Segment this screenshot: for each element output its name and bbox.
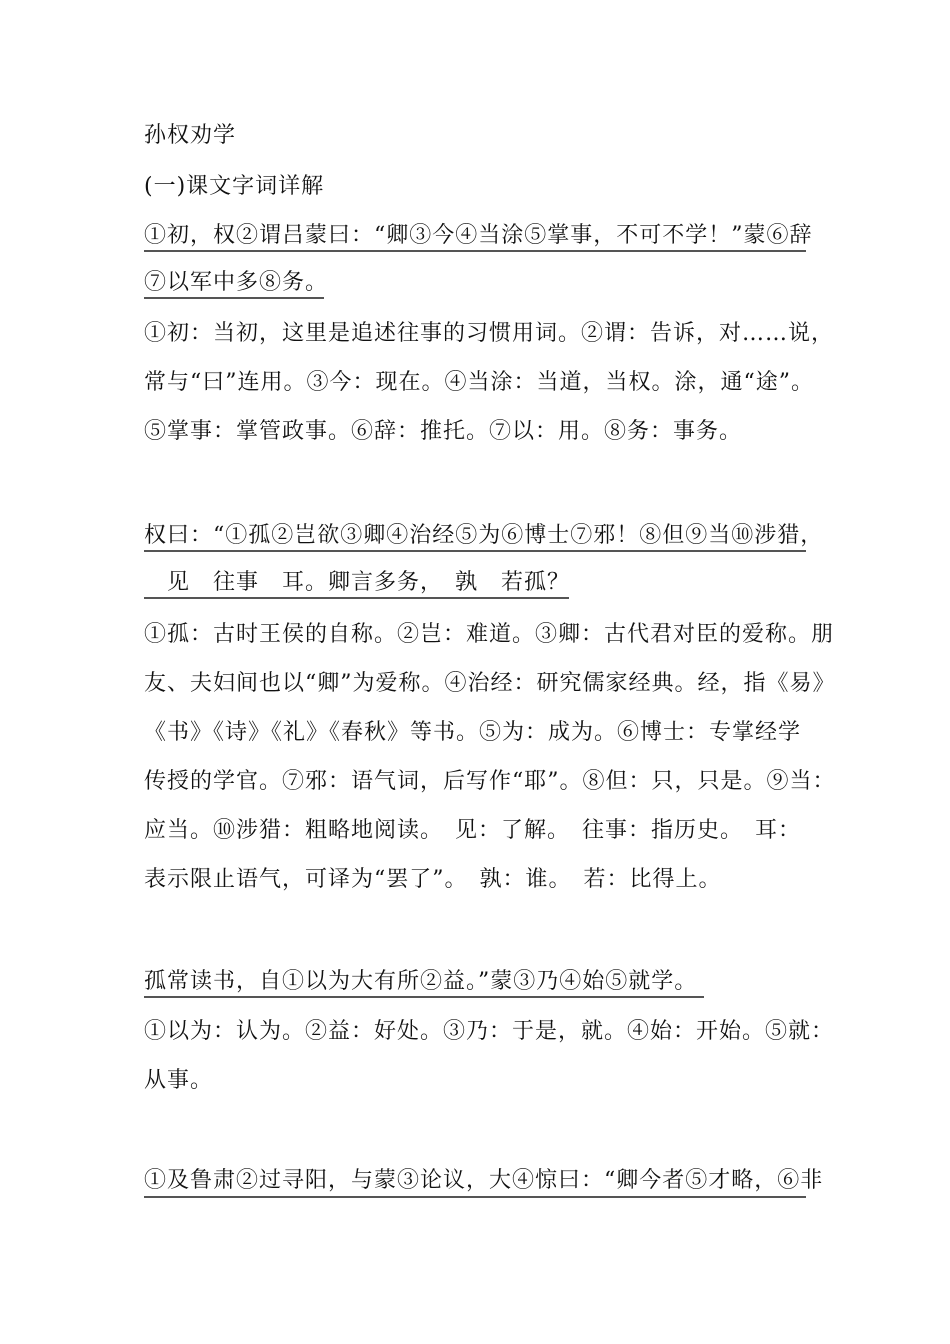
note-line: 表示限止语气，可译为“罢了”。 孰：谁。 若：比得上。 xyxy=(144,867,722,892)
note-line: 《书》《诗》《礼》《春秋》等书。⑤为：成为。⑥博士：专掌经学 xyxy=(144,720,802,745)
passage-underline xyxy=(144,597,569,599)
note-line: 应当。⑩涉猎：粗略地阅读。 见：了解。 往事：指历史。 耳： xyxy=(144,818,802,843)
passage-underline xyxy=(144,297,324,299)
note-line: 友、夫妇间也以“卿”为爱称。④治经：研究儒家经典。经，指《易》 xyxy=(144,671,836,696)
note-line: ①孤：古时王侯的自称。②岂：难道。③卿：古代君对臣的爱称。朋 xyxy=(144,622,835,647)
document-title: 孙权劝学 xyxy=(144,123,237,148)
passage-1-line-1: ①初，权②谓吕蒙曰：“卿③今④当涂⑤掌事，不可不学！”蒙⑥辞 xyxy=(144,223,813,248)
passage-3-line-1: 孤常读书，自①以为大有所②益。”蒙③乃④始⑤就学。 xyxy=(144,969,698,994)
passage-underline xyxy=(144,550,806,552)
note-line: 传授的学官。⑦邪：语气词，后写作“耶”。⑧但：只，只是。⑨当： xyxy=(144,769,836,794)
note-line: ①以为：认为。②益：好处。③乃：于是，就。④始：开始。⑤就： xyxy=(144,1019,835,1044)
passage-2-line-1: 权曰：“①孤②岂欲③卿④治经⑤为⑥博士⑦邪！⑧但⑨当⑩涉猎， xyxy=(144,523,824,548)
passage-underline xyxy=(144,1196,806,1198)
passage-2-line-2: 见 往事 耳。卿言多务， 孰 若孤？ xyxy=(144,570,571,595)
passage-1-line-2: ⑦以军中多⑧务。 xyxy=(144,270,329,295)
passage-underline xyxy=(144,996,704,998)
note-line: ①初：当初，这里是追述往事的习惯用词。②谓：告诉，对……说， xyxy=(144,321,835,346)
note-line: 从事。 xyxy=(144,1068,214,1093)
passage-4-line-1: ①及鲁肃②过寻阳，与蒙③论议，大④惊曰：“卿今者⑤才略，⑥非 xyxy=(144,1168,824,1193)
note-line: ⑤掌事：掌管政事。⑥辞：推托。⑦以：用。⑧务：事务。 xyxy=(144,419,743,444)
note-line: 常与“曰”连用。③今：现在。④当涂：当道，当权。涂，通“途”。 xyxy=(144,370,814,395)
section-heading: (一)课文字词详解 xyxy=(144,174,325,199)
passage-underline xyxy=(144,250,806,252)
